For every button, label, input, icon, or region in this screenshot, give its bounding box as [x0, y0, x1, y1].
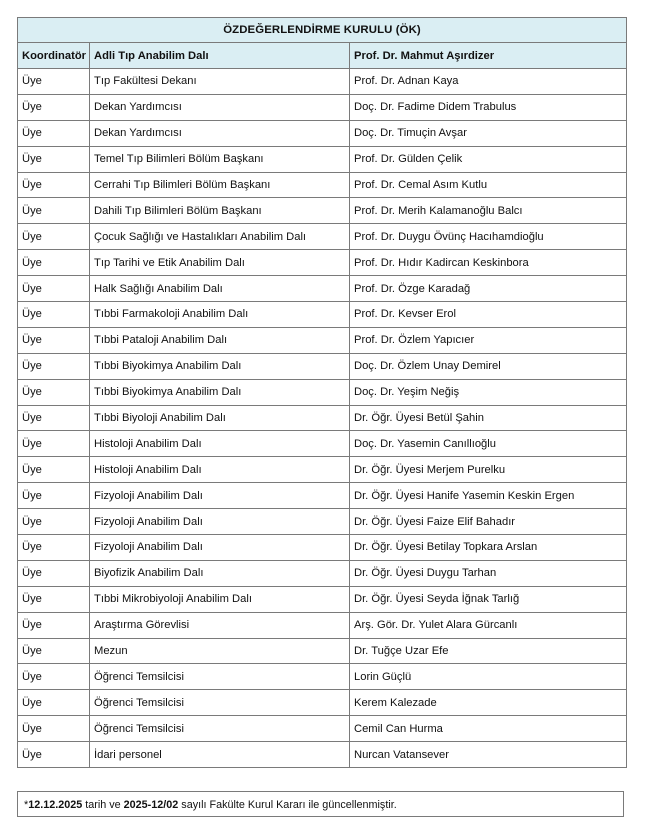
- coordinator-department: Adli Tıp Anabilim Dalı: [90, 43, 350, 69]
- member-role: Üye: [18, 405, 90, 431]
- table-row: [18, 742, 627, 768]
- member-name: Nurcan Vatansever: [350, 742, 627, 768]
- coordinator-role: Koordinatör: [18, 43, 90, 69]
- table-row: [18, 586, 627, 612]
- member-name: Cemil Can Hurma: [350, 716, 627, 742]
- member-department: Tıp Fakültesi Dekanı: [90, 69, 350, 95]
- member-role: Üye: [18, 457, 90, 483]
- member-department: Çocuk Sağlığı ve Hastalıkları Anabilim Dalı: [90, 224, 350, 250]
- member-role: Üye: [18, 431, 90, 457]
- table-row: [18, 431, 627, 457]
- member-role: Üye: [18, 716, 90, 742]
- member-role: Üye: [18, 250, 90, 276]
- member-department: Mezun: [90, 638, 350, 664]
- member-department: Biyofizik Anabilim Dalı: [90, 560, 350, 586]
- member-department: Tıbbi Biyokimya Anabilim Dalı: [90, 353, 350, 379]
- member-name: Doç. Dr. Yeşim Neğiş: [350, 379, 627, 405]
- member-department: Dekan Yardımcısı: [90, 120, 350, 146]
- member-name: Prof. Dr. Hıdır Kadircan Keskinbora: [350, 250, 627, 276]
- table-title-row: [18, 18, 627, 43]
- member-name: Kerem Kalezade: [350, 690, 627, 716]
- member-name: Dr. Öğr. Üyesi Merjem Purelku: [350, 457, 627, 483]
- member-name: Arş. Gör. Dr. Yulet Alara Gürcanlı: [350, 612, 627, 638]
- member-role: Üye: [18, 198, 90, 224]
- footnote: [17, 791, 624, 817]
- member-department: İdari personel: [90, 742, 350, 768]
- member-role: Üye: [18, 353, 90, 379]
- member-department: Fizyoloji Anabilim Dalı: [90, 483, 350, 509]
- coordinator-name: Prof. Dr. Mahmut Aşırdizer: [350, 43, 627, 69]
- table-row: [18, 716, 627, 742]
- member-department: Halk Sağlığı Anabilim Dalı: [90, 276, 350, 302]
- member-name: Doç. Dr. Yasemin Canıllıoğlu: [350, 431, 627, 457]
- member-department: Dahili Tıp Bilimleri Bölüm Başkanı: [90, 198, 350, 224]
- footnote-connector: tarih ve: [82, 799, 124, 811]
- member-role: Üye: [18, 172, 90, 198]
- table-row: [18, 379, 627, 405]
- table-row: [18, 172, 627, 198]
- table-row: [18, 664, 627, 690]
- table-row: [18, 483, 627, 509]
- footnote-suffix: sayılı Fakülte Kurul Kararı ile güncellenmiştir.: [178, 799, 397, 811]
- member-name: Dr. Öğr. Üyesi Seyda İğnak Tarlığ: [350, 586, 627, 612]
- member-department: Tıbbi Biyoloji Anabilim Dalı: [90, 405, 350, 431]
- member-department: Tıbbi Pataloji Anabilim Dalı: [90, 327, 350, 353]
- member-name: Dr. Öğr. Üyesi Duygu Tarhan: [350, 560, 627, 586]
- member-role: Üye: [18, 664, 90, 690]
- member-role: Üye: [18, 560, 90, 586]
- member-role: Üye: [18, 276, 90, 302]
- member-department: Öğrenci Temsilcisi: [90, 664, 350, 690]
- member-role: Üye: [18, 535, 90, 561]
- member-name: Prof. Dr. Gülden Çelik: [350, 146, 627, 172]
- member-department: Tıbbi Mikrobiyoloji Anabilim Dalı: [90, 586, 350, 612]
- member-department: Histoloji Anabilim Dalı: [90, 457, 350, 483]
- member-name: Prof. Dr. Kevser Erol: [350, 302, 627, 328]
- member-name: Doç. Dr. Timuçin Avşar: [350, 120, 627, 146]
- member-name: Prof. Dr. Özge Karadağ: [350, 276, 627, 302]
- table-row: [18, 120, 627, 146]
- member-role: Üye: [18, 120, 90, 146]
- footnote-date: 12.12.2025: [28, 799, 83, 811]
- member-role: Üye: [18, 690, 90, 716]
- member-name: Doç. Dr. Özlem Unay Demirel: [350, 353, 627, 379]
- member-name: Lorin Güçlü: [350, 664, 627, 690]
- member-department: Tıp Tarihi ve Etik Anabilim Dalı: [90, 250, 350, 276]
- member-department: Cerrahi Tıp Bilimleri Bölüm Başkanı: [90, 172, 350, 198]
- member-department: Tıbbi Farmakoloji Anabilim Dalı: [90, 302, 350, 328]
- table-row: [18, 327, 627, 353]
- member-role: Üye: [18, 302, 90, 328]
- coordinator-row: [18, 43, 627, 69]
- member-role: Üye: [18, 483, 90, 509]
- table-row: [18, 612, 627, 638]
- member-department: Fizyoloji Anabilim Dalı: [90, 535, 350, 561]
- committee-table: [17, 17, 627, 768]
- member-role: Üye: [18, 224, 90, 250]
- table-row: [18, 457, 627, 483]
- table-row: [18, 69, 627, 95]
- table-row: [18, 690, 627, 716]
- member-name: Prof. Dr. Duygu Övünç Hacıhamdioğlu: [350, 224, 627, 250]
- member-role: Üye: [18, 586, 90, 612]
- table-row: [18, 302, 627, 328]
- table-row: [18, 198, 627, 224]
- table-row: [18, 509, 627, 535]
- member-role: Üye: [18, 612, 90, 638]
- footnote-decision-no: 2025-12/02: [123, 799, 179, 811]
- member-department: Öğrenci Temsilcisi: [90, 716, 350, 742]
- member-name: Prof. Dr. Cemal Asım Kutlu: [350, 172, 627, 198]
- member-role: Üye: [18, 327, 90, 353]
- member-name: Doç. Dr. Fadime Didem Trabulus: [350, 94, 627, 120]
- member-role: Üye: [18, 379, 90, 405]
- member-name: Dr. Öğr. Üyesi Betilay Topkara Arslan: [350, 535, 627, 561]
- table-title: ÖZDEĞERLENDİRME KURULU (ÖK): [18, 18, 627, 43]
- member-name: Prof. Dr. Merih Kalamanoğlu Balcı: [350, 198, 627, 224]
- table-row: [18, 250, 627, 276]
- table-row: [18, 535, 627, 561]
- table-row: [18, 560, 627, 586]
- footnote-prefix: *: [24, 799, 29, 811]
- table-row: [18, 353, 627, 379]
- table-row: [18, 638, 627, 664]
- member-name: Dr. Tuğçe Uzar Efe: [350, 638, 627, 664]
- table-row: [18, 224, 627, 250]
- table-row: [18, 146, 627, 172]
- member-department: Histoloji Anabilim Dalı: [90, 431, 350, 457]
- member-name: Dr. Öğr. Üyesi Faize Elif Bahadır: [350, 509, 627, 535]
- member-name: Prof. Dr. Adnan Kaya: [350, 69, 627, 95]
- member-role: Üye: [18, 742, 90, 768]
- member-department: Temel Tıp Bilimleri Bölüm Başkanı: [90, 146, 350, 172]
- member-department: Dekan Yardımcısı: [90, 94, 350, 120]
- member-role: Üye: [18, 94, 90, 120]
- member-department: Araştırma Görevlisi: [90, 612, 350, 638]
- table-row: [18, 405, 627, 431]
- member-department: Öğrenci Temsilcisi: [90, 690, 350, 716]
- member-role: Üye: [18, 509, 90, 535]
- table-row: [18, 94, 627, 120]
- member-department: Tıbbi Biyokimya Anabilim Dalı: [90, 379, 350, 405]
- member-name: Dr. Öğr. Üyesi Hanife Yasemin Keskin Ergen: [350, 483, 627, 509]
- table-row: [18, 276, 627, 302]
- member-role: Üye: [18, 638, 90, 664]
- member-department: Fizyoloji Anabilim Dalı: [90, 509, 350, 535]
- member-name: Prof. Dr. Özlem Yapıcıer: [350, 327, 627, 353]
- member-name: Dr. Öğr. Üyesi Betül Şahin: [350, 405, 627, 431]
- member-role: Üye: [18, 69, 90, 95]
- member-role: Üye: [18, 146, 90, 172]
